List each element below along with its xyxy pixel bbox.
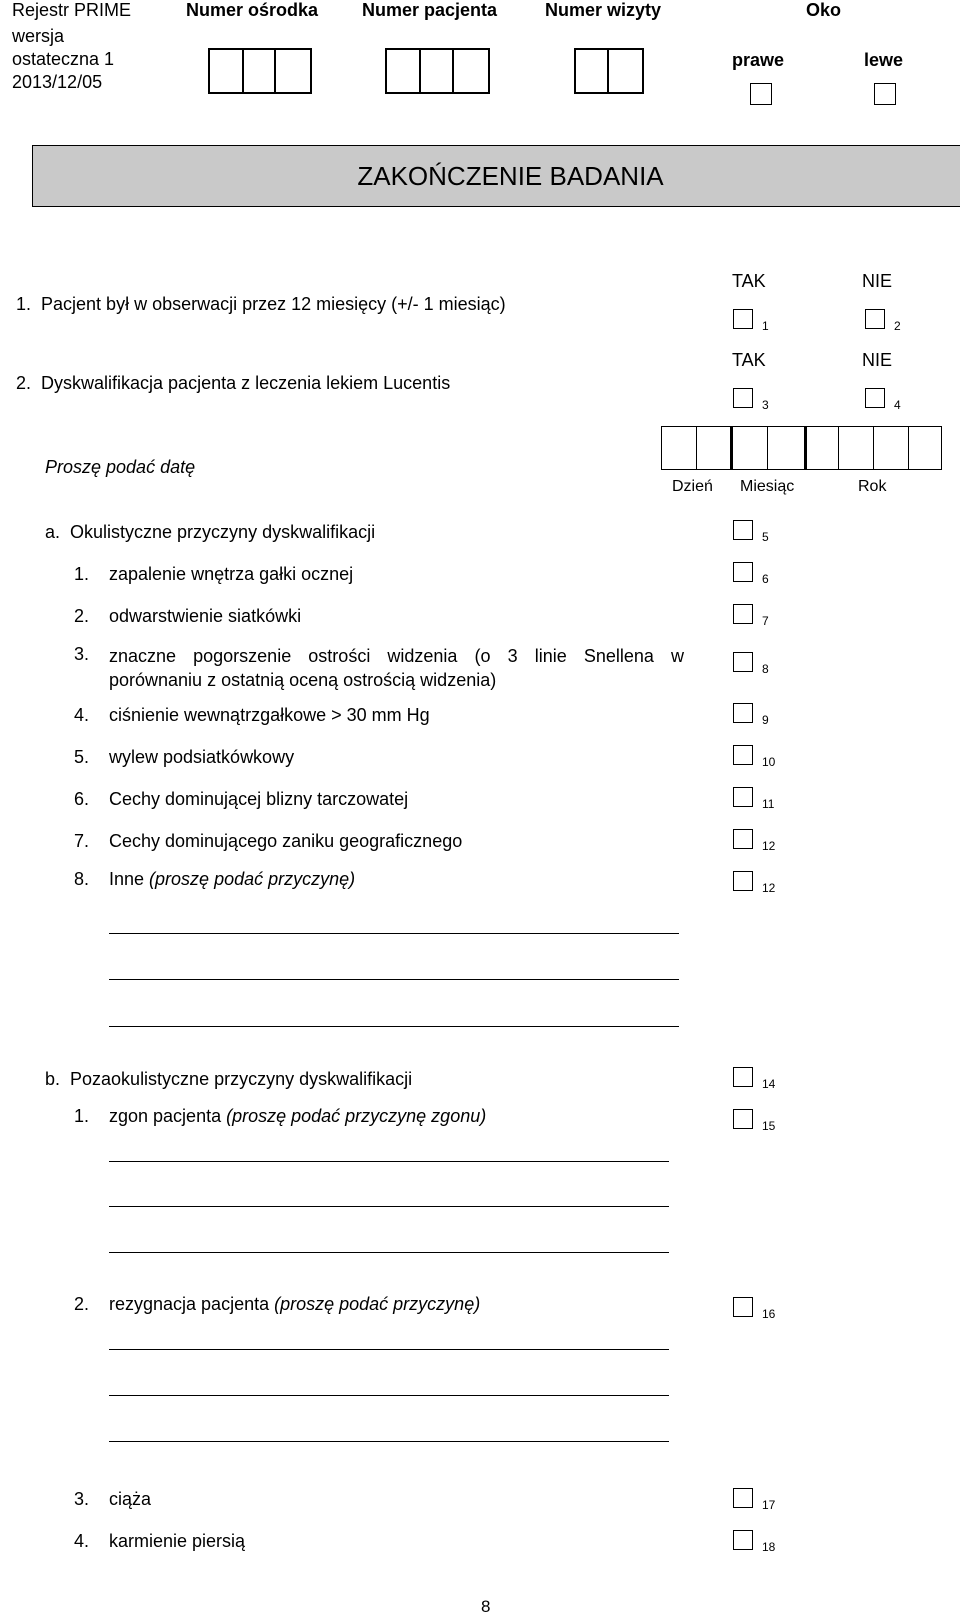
nonocular-item-text: ciąża	[109, 1489, 152, 1509]
center-number-boxes[interactable]	[208, 48, 312, 94]
q2-yes-label: TAK	[732, 350, 766, 370]
ocular-item-num: 2.	[74, 606, 90, 626]
patient-digit-box[interactable]	[387, 50, 421, 92]
nonocular-item-code: 15	[762, 1119, 776, 1133]
q1-label: 1. Pacjent był w obserwacji przez 12 miesięcy (+/- 1 miesiąc)	[16, 294, 506, 314]
patient-digit-box[interactable]	[421, 50, 455, 92]
nonocular-item-checkbox[interactable]	[733, 1488, 753, 1508]
answer-line[interactable]	[109, 979, 679, 980]
ocular-item-checkbox[interactable]	[733, 829, 753, 849]
q1-no-checkbox[interactable]	[865, 309, 885, 329]
nonocular-item-checkbox[interactable]	[733, 1530, 753, 1550]
patient-digit-box[interactable]	[454, 50, 488, 92]
q2-yes-checkbox[interactable]	[733, 388, 753, 408]
date-prompt: Proszę podać datę	[45, 457, 196, 477]
ocular-item-text: wylew podsiatkówkowy	[109, 747, 295, 767]
ocular-item-text: zapalenie wnętrza gałki ocznej	[109, 564, 354, 584]
death-text: zgon pacjenta	[109, 1106, 227, 1126]
center-number-label: Numer ośrodka	[186, 0, 319, 20]
ocular-item-num: 1.	[74, 564, 90, 584]
ocular-item-checkbox[interactable]	[733, 562, 753, 582]
left-eye-label: lewe	[864, 50, 904, 70]
visit-number-boxes[interactable]	[574, 48, 644, 94]
version-date: 2013/12/05	[12, 72, 103, 92]
nonocular-item-checkbox[interactable]	[733, 1297, 753, 1317]
ocular-item-text: Cechy dominującego zaniku geograficznego	[109, 831, 463, 851]
date-day-label: Dzień	[672, 478, 713, 495]
death-hint: (proszę podać przyczynę zgonu)	[226, 1106, 487, 1126]
nonocular-item-text	[109, 1294, 480, 1315]
center-digit-box[interactable]	[244, 50, 277, 92]
ocular-heading: a. Okulistyczne przyczyny dyskwalifikacji	[45, 522, 376, 542]
q2-no-label: NIE	[862, 350, 893, 370]
ocular-item-code: 6	[762, 572, 769, 586]
nonocular-code: 14	[762, 1077, 776, 1091]
visit-digit-box[interactable]	[576, 50, 609, 92]
answer-line[interactable]	[109, 1441, 669, 1442]
nonocular-item-code: 16	[762, 1307, 776, 1321]
ocular-item-checkbox[interactable]	[733, 871, 753, 891]
date-month-label: Miesiąc	[740, 478, 795, 495]
ocular-item-num: 6.	[74, 789, 90, 809]
q2-yes-code: 3	[762, 398, 769, 412]
registry-label: Rejestr PRIME	[12, 0, 132, 20]
ocular-item-code: 8	[762, 662, 769, 676]
nonocular-item-text	[109, 1106, 486, 1127]
ocular-checkbox[interactable]	[733, 520, 753, 540]
ocular-item-code: 9	[762, 713, 769, 727]
nonocular-item-num: 1.	[74, 1106, 90, 1126]
answer-line[interactable]	[109, 1026, 679, 1027]
ocular-item-num: 3.	[74, 644, 90, 664]
q1-yes-code: 1	[762, 319, 769, 333]
nonocular-item-num: 4.	[74, 1531, 90, 1551]
ocular-item-num: 4.	[74, 705, 90, 725]
version-line1: wersja	[12, 26, 65, 46]
patient-number-boxes[interactable]	[385, 48, 490, 94]
ocular-item-checkbox[interactable]	[733, 787, 753, 807]
resignation-hint: (proszę podać przyczynę)	[274, 1294, 481, 1314]
ocular-item-text: znaczne pogorszenie ostrości widzenia (o 3 linie Snellena w porównaniu z ostatnią oceną ostrością widzenia)	[109, 646, 684, 690]
visit-digit-box[interactable]	[609, 50, 642, 92]
center-digit-box[interactable]	[276, 50, 310, 92]
banner-title: ZAKOŃCZENIE BADANIA	[357, 160, 664, 191]
page-number: 8	[481, 1597, 491, 1616]
ocular-other-text: Inne	[109, 869, 150, 889]
ocular-item-code: 11	[762, 797, 775, 811]
nonocular-heading: b. Pozaokulistyczne przyczyny dyskwalifikacji	[45, 1069, 413, 1089]
ocular-item-num: 5.	[74, 747, 90, 767]
answer-line[interactable]	[109, 1161, 669, 1162]
answer-line[interactable]	[109, 1395, 669, 1396]
q2-no-checkbox[interactable]	[865, 388, 885, 408]
answer-line[interactable]	[109, 933, 679, 934]
q1-yes-label: TAK	[732, 271, 766, 291]
patient-number-label: Numer pacjenta	[362, 0, 498, 20]
q1-yes-checkbox[interactable]	[733, 309, 753, 329]
answer-line[interactable]	[109, 1252, 669, 1253]
ocular-item-checkbox[interactable]	[733, 604, 753, 624]
ocular-item-checkbox[interactable]	[733, 745, 753, 765]
nonocular-item-code: 17	[762, 1498, 776, 1512]
ocular-item-code: 12	[762, 881, 776, 895]
q1-no-code: 2	[894, 319, 901, 333]
nonocular-item-num: 2.	[74, 1294, 90, 1314]
ocular-item-code: 7	[762, 614, 769, 628]
right-eye-label: prawe	[732, 50, 785, 70]
ocular-item-checkbox[interactable]	[733, 703, 753, 723]
nonocular-checkbox[interactable]	[733, 1067, 753, 1087]
visit-number-label: Numer wizyty	[545, 0, 662, 20]
ocular-item-text: Cechy dominującej blizny tarczowatej	[109, 789, 409, 809]
ocular-item-text: odwarstwienie siatkówki	[109, 606, 302, 626]
right-eye-checkbox[interactable]	[750, 83, 772, 105]
ocular-item-code: 10	[762, 755, 776, 769]
date-input-boxes[interactable]	[661, 426, 942, 470]
version-line2: ostateczna 1	[12, 49, 115, 69]
q2-label: 2. Dyskwalifikacja pacjenta z leczenia lekiem Lucentis	[16, 373, 451, 393]
center-digit-box[interactable]	[210, 50, 244, 92]
left-eye-checkbox[interactable]	[874, 83, 896, 105]
q2-no-code: 4	[894, 398, 901, 412]
nonocular-item-code: 18	[762, 1540, 776, 1554]
nonocular-item-checkbox[interactable]	[733, 1109, 753, 1129]
date-year-label: Rok	[858, 478, 887, 495]
ocular-other-hint: (proszę podać przyczynę)	[149, 869, 356, 889]
eye-label: Oko	[806, 0, 842, 20]
resignation-text: rezygnacja pacjenta	[109, 1294, 275, 1314]
ocular-item-num: 8.	[74, 869, 90, 889]
answer-line[interactable]	[109, 1349, 669, 1350]
ocular-item-code: 12	[762, 839, 776, 853]
nonocular-item-text: karmienie piersią	[109, 1531, 246, 1551]
ocular-item-text	[109, 869, 355, 890]
q1-no-label: NIE	[862, 271, 893, 291]
ocular-code: 5	[762, 530, 769, 544]
ocular-item-checkbox[interactable]	[733, 652, 753, 672]
nonocular-item-num: 3.	[74, 1489, 90, 1509]
ocular-item-num: 7.	[74, 831, 90, 851]
section-banner	[32, 145, 960, 207]
answer-line[interactable]	[109, 1206, 669, 1207]
ocular-item-text: ciśnienie wewnątrzgałkowe > 30 mm Hg	[109, 705, 430, 725]
